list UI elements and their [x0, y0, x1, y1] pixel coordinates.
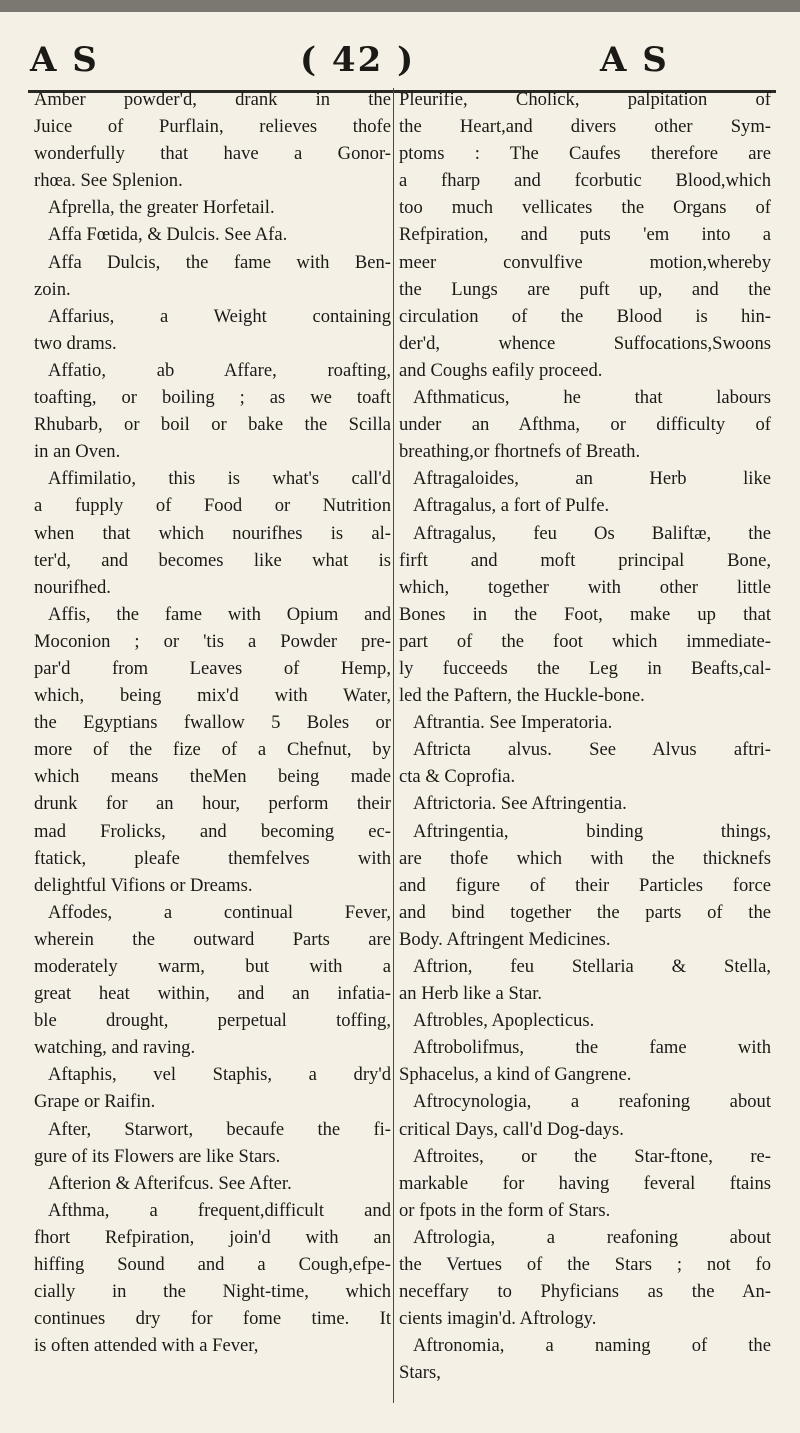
right-column-line: markable for having feveral ftains: [399, 1172, 771, 1194]
left-column-line: Affa Fœtida, & Dulcis. See Afa.: [48, 224, 288, 246]
left-column-line: drunk for an hour, perform their: [34, 793, 391, 815]
page-header: [0, 0, 800, 82]
right-column-line: Aftragalus, feu Os Baliftæ, the: [413, 522, 771, 544]
right-column-line: firft and moft principal Bone,: [399, 549, 771, 571]
left-column-line: nourifhed.: [34, 576, 111, 598]
left-column-line: wherein the outward Parts are: [34, 928, 391, 950]
right-column-line: cients imagin'd. Aftrology.: [399, 1308, 597, 1330]
right-column-line: the Heart,and divers other Sym-: [399, 116, 771, 138]
left-column-line: toafting, or boiling ; as we toaft: [34, 387, 391, 409]
left-column-line: the Egyptians fwallow 5 Boles or: [34, 712, 391, 734]
left-column-line: Rhubarb, or boil or bake the Scilla: [34, 414, 391, 436]
left-column-line: in an Oven.: [34, 441, 121, 463]
right-column-line: an Herb like a Star.: [399, 983, 543, 1005]
left-column-line: Grape or Raifin.: [34, 1091, 156, 1113]
right-column-line: Aftringentia, binding things,: [413, 820, 771, 842]
right-column-line: cta & Coprofia.: [399, 766, 516, 788]
right-column-line: Aftrion, feu Stellaria & Stella,: [413, 956, 771, 977]
right-column-line: ly fucceeds the Leg in Beafts,cal-: [399, 657, 771, 679]
left-column-line: wonderfully that have a Gonor-: [34, 143, 391, 165]
right-column-line: Aftrocynologia, a reafoning about: [413, 1091, 771, 1113]
left-column-line: Aftaphis, vel Staphis, a dry'd: [48, 1064, 391, 1086]
left-column-line: Juice of Purflain, relieves thofe: [34, 116, 391, 138]
right-column-line: led the Paftern, the Huckle-bone.: [399, 685, 645, 707]
right-column-line: critical Days, call'd Dog-days.: [399, 1118, 624, 1140]
left-column-line: rhœa. See Splenion.: [34, 170, 183, 192]
left-column-line: which means theMen being made: [34, 766, 391, 788]
right-column-line: Afthmaticus, he that labours: [413, 387, 771, 409]
page-number: ( 42 ): [300, 40, 416, 80]
right-column-line: Aftragalus, a fort of Pulfe.: [413, 495, 610, 517]
right-column-line: Aftrobolifmus, the fame with: [413, 1037, 771, 1059]
left-column-line: which, being mix'd with Water,: [34, 685, 391, 707]
right-column-line: the Lungs are puft up, and the: [399, 278, 771, 300]
right-column-line: are thofe which with the thicknefs: [399, 847, 771, 869]
left-column-line: two drams.: [34, 332, 117, 354]
left-column-line: par'd from Leaves of Hemp,: [34, 657, 391, 679]
left-column-line: ftatick, pleafe themfelves with: [34, 847, 391, 869]
left-column: [34, 86, 391, 1425]
left-column-line: Affodes, a continual Fever,: [48, 901, 391, 923]
right-column-line: Pleurifie, Cholick, palpitation of: [399, 89, 771, 110]
left-column-line: watching, and raving.: [34, 1037, 196, 1059]
left-column-line: ter'd, and becomes like what is: [34, 549, 391, 571]
right-column-line: Aftricta alvus. See Alvus aftri-: [413, 739, 771, 761]
right-column-line: and bind together the parts of the: [399, 901, 771, 923]
left-column-line: continues dry for fome time. It: [34, 1308, 391, 1330]
left-column-line: Affis, the fame with Opium and: [48, 603, 391, 625]
right-column-line: Refpiration, and puts 'em into a: [399, 224, 771, 246]
right-column-line: Aftragaloides, an Herb like: [413, 468, 771, 490]
right-column-line: the Vertues of the Stars ; not fo: [399, 1254, 771, 1276]
right-column-line: Aftrictoria. See Aftringentia.: [413, 793, 627, 815]
left-column-line: gure of its Flowers are like Stars.: [34, 1145, 281, 1167]
right-column-line: circulation of the Blood is hin-: [399, 305, 771, 327]
right-column-line: Body. Aftringent Medicines.: [399, 928, 611, 950]
left-column-line: Amber powder'd, drank in the: [34, 89, 391, 110]
left-column-line: ble drought, perpetual toffing,: [34, 1010, 391, 1032]
right-column-line: neceffary to Phyficians as the An-: [399, 1281, 771, 1303]
right-column-line: Aftronomia, a naming of the: [413, 1335, 771, 1357]
left-column-line: Affatio, ab Affare, roafting,: [48, 359, 391, 381]
right-column-line: Aftrantia. See Imperatoria.: [413, 712, 613, 734]
left-column-line: zoin.: [34, 278, 71, 300]
left-column-line: Affimilatio, this is what's call'd: [48, 468, 391, 490]
right-column-line: Aftrologia, a reafoning about: [413, 1226, 771, 1248]
right-column-line: Sphacelus, a kind of Gangrene.: [399, 1064, 632, 1086]
right-column-line: and Coughs eafily proceed.: [399, 359, 603, 381]
right-column-line: which, together with other little: [399, 576, 771, 598]
left-column-line: a fupply of Food or Nutrition: [34, 495, 391, 517]
right-column-line: breathing,or fhortnefs of Breath.: [399, 441, 641, 463]
right-column-line: der'd, whence Suffocations,Swoons: [399, 332, 771, 354]
left-column-line: cially in the Night-time, which: [34, 1281, 391, 1303]
left-column-line: fhort Refpiration, join'd with an: [34, 1226, 391, 1248]
right-column-line: too much vellicates the Organs of: [399, 197, 771, 219]
left-column-line: is often attended with a Fever,: [34, 1335, 259, 1357]
right-column-line: part of the foot which immediate-: [399, 630, 771, 652]
left-column-line: mad Frolicks, and becoming ec-: [34, 820, 391, 842]
right-column: [399, 86, 771, 1425]
left-column-line: Afprella, the greater Horfetail.: [48, 197, 275, 219]
right-column-line: and figure of their Particles force: [399, 874, 771, 896]
right-column-line: Bones in the Foot, make up that: [399, 603, 771, 625]
right-column-line: Aftrobles, Apoplecticus.: [413, 1010, 595, 1032]
right-column-line: ptoms : The Caufes therefore are: [399, 143, 771, 165]
left-running-head: A S: [30, 40, 99, 80]
left-column-line: Afthma, a frequent,difficult and: [48, 1199, 391, 1221]
left-column-line: Affa Dulcis, the fame with Ben-: [48, 251, 391, 273]
left-column-line: hiffing Sound and a Cough,efpe-: [34, 1254, 391, 1276]
left-column-line: Afterion & Afterifcus. See After.: [48, 1172, 292, 1194]
left-column-line: great heat within, and an infatia-: [34, 983, 391, 1005]
right-running-head: A S: [600, 40, 669, 80]
left-column-line: delightful Vifions or Dreams.: [34, 874, 253, 896]
catchword: Stars,: [399, 1362, 441, 1384]
left-column-line: After, Starwort, becaufe the fi-: [48, 1118, 391, 1140]
left-column-line: Moconion ; or 'tis a Powder pre-: [34, 630, 391, 652]
right-column-line: a fharp and fcorbutic Blood,which: [399, 170, 771, 192]
right-column-line: Aftroites, or the Star-ftone, re-: [413, 1145, 771, 1167]
right-column-line: meer convulfive motion,whereby: [399, 251, 771, 273]
right-column-line: under an Afthma, or difficulty of: [399, 414, 771, 436]
left-column-line: more of the fize of a Chefnut, by: [34, 739, 391, 761]
left-column-line: moderately warm, but with a: [34, 956, 391, 977]
left-column-line: Affarius, a Weight containing: [48, 305, 391, 327]
column-divider: [393, 88, 394, 1403]
right-column-line: or fpots in the form of Stars.: [399, 1199, 611, 1221]
left-column-line: when that which nourifhes is al-: [34, 522, 391, 544]
